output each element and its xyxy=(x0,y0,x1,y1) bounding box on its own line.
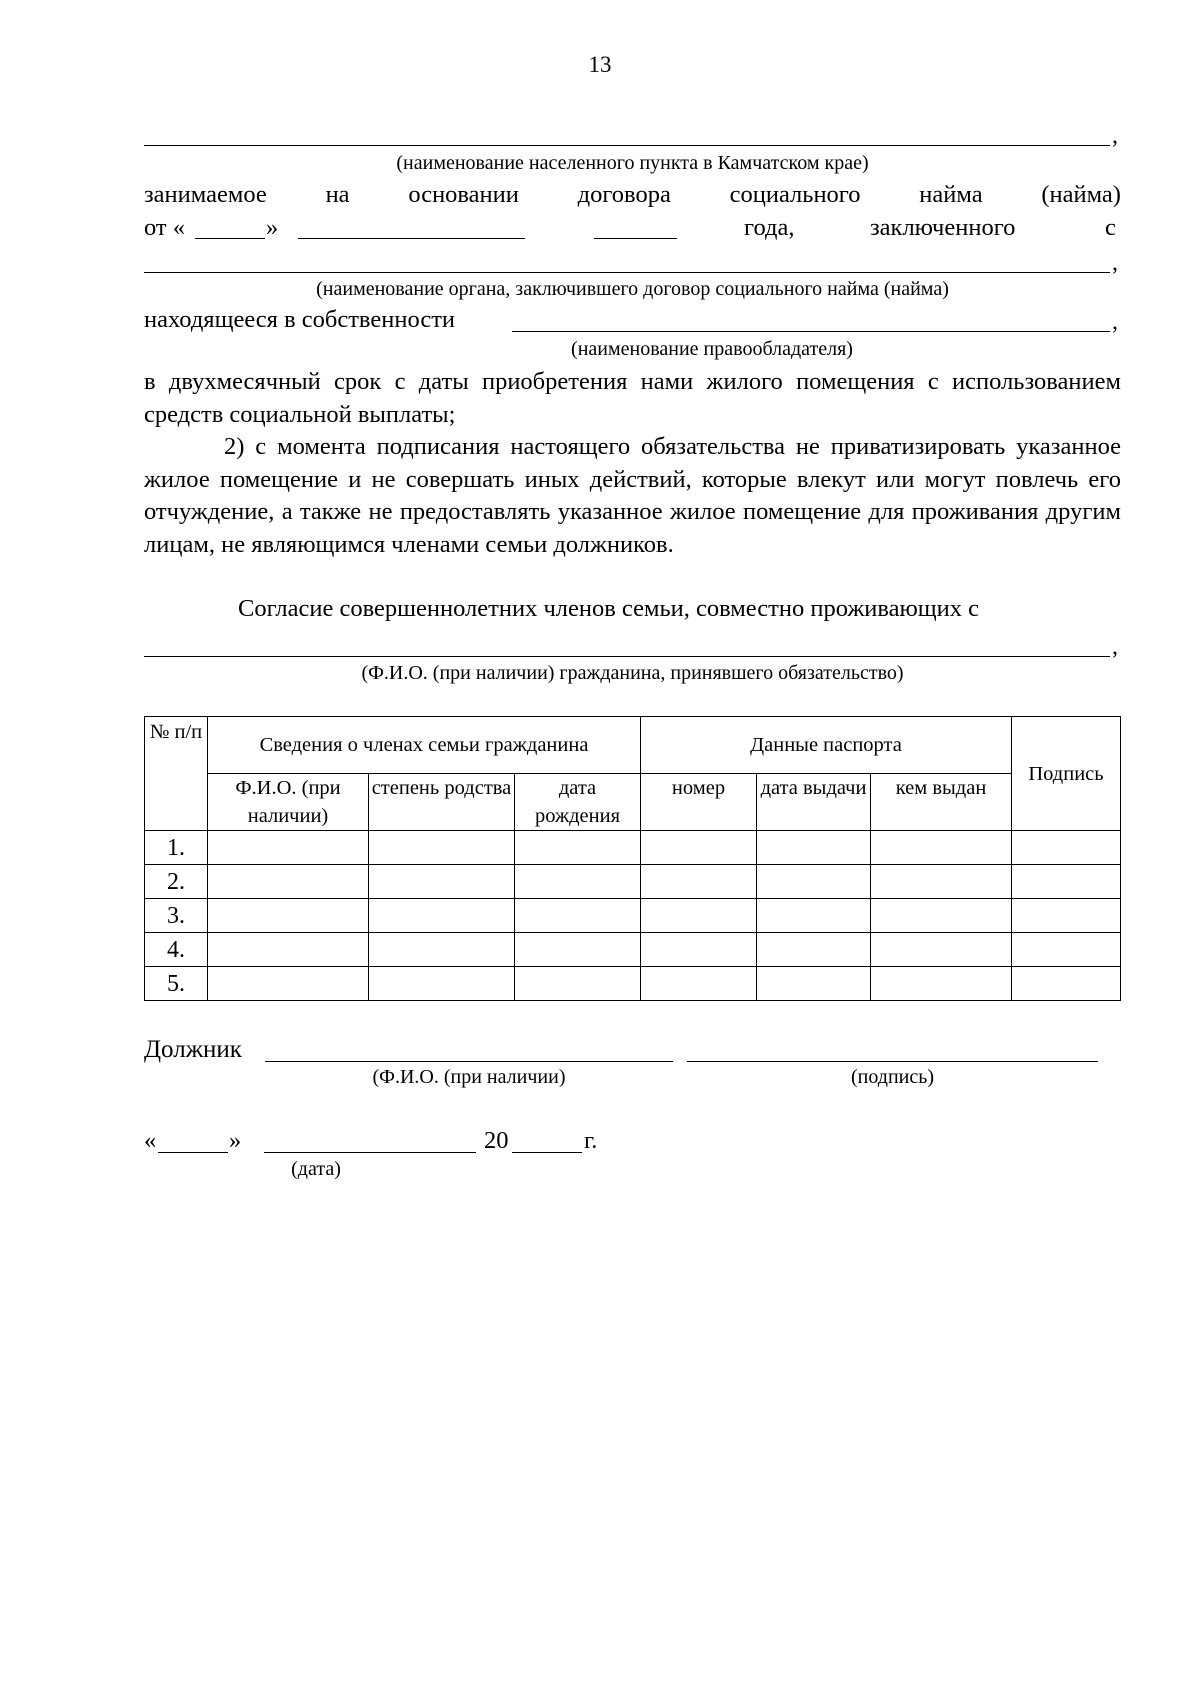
table-row xyxy=(145,933,1121,967)
issue-date-cell[interactable] xyxy=(757,933,871,967)
table-row xyxy=(145,899,1121,933)
signature-cell[interactable] xyxy=(1012,967,1121,1001)
relation-header: степень родства xyxy=(369,774,515,831)
signature-cell[interactable] xyxy=(1012,899,1121,933)
date-day-fill[interactable] xyxy=(158,1152,228,1153)
issued-by-cell[interactable] xyxy=(871,865,1012,899)
contract-day-fill[interactable] xyxy=(195,238,265,239)
relation-cell[interactable] xyxy=(369,967,515,1001)
family-members-table xyxy=(144,716,1121,1001)
issued-by-cell[interactable] xyxy=(871,933,1012,967)
contract-year-fill[interactable] xyxy=(594,238,677,239)
birth-date-cell[interactable] xyxy=(515,933,641,967)
row-number: 1. xyxy=(145,831,208,865)
date-year-suffix: г. xyxy=(584,1127,598,1154)
settlement-fill-line[interactable] xyxy=(144,145,1110,146)
occupied-basis-line xyxy=(144,183,1121,208)
signature-header: Подпись xyxy=(1012,717,1121,831)
contract-from-suffix: » xyxy=(266,214,279,241)
row-number: 4. xyxy=(145,933,208,967)
passport-number-cell[interactable] xyxy=(641,933,757,967)
occupied-word-1: занимаемое xyxy=(144,181,267,208)
obligation-paragraph-2: 2) с момента подписания настоящего обязательства не приватизировать указанное жилое помещение и не совершать иных действий, которые влекут или могут повлечь его отчуждение, а также не предоставлять указанное жилое помещение для проживания другим лицам, не являющимся членами семьи должников. xyxy=(144,433,1121,558)
date-year-prefix: 20 xyxy=(484,1127,509,1154)
passport-number-cell[interactable] xyxy=(641,831,757,865)
date-close-quote: » xyxy=(229,1127,242,1154)
row-number: 5. xyxy=(145,967,208,1001)
issue-date-cell[interactable] xyxy=(757,967,871,1001)
issued-by-cell[interactable] xyxy=(871,899,1012,933)
issued-by-cell[interactable] xyxy=(871,831,1012,865)
passport-number-cell[interactable] xyxy=(641,967,757,1001)
debtor-name-caption: (Ф.И.О. (при наличии) xyxy=(372,1066,566,1088)
settlement-caption: (наименование населенного пункта в Камчатском крае) xyxy=(396,152,869,174)
signature-cell[interactable] xyxy=(1012,933,1121,967)
issued-by-header: кем выдан xyxy=(871,774,1012,831)
debtor-signature-caption: (подпись) xyxy=(850,1066,935,1088)
concluded-word: заключенного xyxy=(870,214,1016,241)
organ-comma: , xyxy=(1112,250,1118,276)
fio-cell[interactable] xyxy=(208,933,369,967)
row-number: 2. xyxy=(145,865,208,899)
fio-cell[interactable] xyxy=(208,967,369,1001)
passport-number-cell[interactable] xyxy=(641,899,757,933)
fio-cell[interactable] xyxy=(208,865,369,899)
table-row xyxy=(145,831,1121,865)
organ-caption: (наименование органа, заключившего договор социального найма (найма) xyxy=(316,278,949,300)
citizen-fill-line[interactable] xyxy=(144,656,1110,657)
passport-number-header: номер xyxy=(641,774,757,831)
owner-caption: (наименование правообладателя) xyxy=(571,338,853,360)
fio-header: Ф.И.О. (при наличии) xyxy=(208,774,369,831)
relation-cell[interactable] xyxy=(369,899,515,933)
birth-date-cell[interactable] xyxy=(515,899,641,933)
birth-date-header: дата рождения xyxy=(515,774,641,831)
owner-comma: , xyxy=(1112,309,1118,335)
row-number: 3. xyxy=(145,899,208,933)
owner-fill-line[interactable] xyxy=(512,331,1110,332)
debtor-signature-fill[interactable] xyxy=(687,1061,1098,1062)
date-caption: (дата) xyxy=(291,1158,341,1180)
occupied-word-6: найма xyxy=(919,181,983,208)
with-word: с xyxy=(1105,214,1116,241)
occupied-word-2: на xyxy=(325,181,350,208)
issue-date-cell[interactable] xyxy=(757,831,871,865)
date-year-fill[interactable] xyxy=(512,1152,582,1153)
fio-cell[interactable] xyxy=(208,831,369,865)
occupied-word-4: договора xyxy=(577,181,671,208)
date-open-quote: « xyxy=(144,1127,157,1154)
occupied-word-5: социального xyxy=(729,181,861,208)
relation-cell[interactable] xyxy=(369,933,515,967)
birth-date-cell[interactable] xyxy=(515,967,641,1001)
contract-month-fill[interactable] xyxy=(298,238,525,239)
table-row xyxy=(145,865,1121,899)
debtor-label: Должник xyxy=(144,1036,242,1063)
citizen-comma: , xyxy=(1112,634,1118,660)
occupied-word-7: (найма) xyxy=(1041,181,1121,208)
relation-cell[interactable] xyxy=(369,865,515,899)
issue-date-header: дата выдачи xyxy=(757,774,871,831)
passport-group-header: Данные паспорта xyxy=(641,717,1012,774)
two-month-paragraph: в двухмесячный срок с даты приобретения нами жилого помещения с использованием средств социальной выплаты; xyxy=(144,368,1121,428)
settlement-comma: , xyxy=(1112,123,1118,149)
occupied-word-3: основании xyxy=(408,181,519,208)
debtor-name-fill[interactable] xyxy=(265,1061,673,1062)
relation-cell[interactable] xyxy=(369,831,515,865)
citizen-caption: (Ф.И.О. (при наличии) гражданина, принявшего обязательство) xyxy=(361,662,904,684)
birth-date-cell[interactable] xyxy=(515,865,641,899)
table-row xyxy=(145,967,1121,1001)
family-group-header: Сведения о членах семьи гражданина xyxy=(208,717,641,774)
ownership-label: находящееся в собственности xyxy=(144,306,456,333)
signature-cell[interactable] xyxy=(1012,865,1121,899)
organ-fill-line[interactable] xyxy=(144,272,1110,273)
date-month-fill[interactable] xyxy=(264,1152,476,1153)
contract-from-prefix: от « xyxy=(144,214,186,241)
birth-date-cell[interactable] xyxy=(515,831,641,865)
issue-date-cell[interactable] xyxy=(757,899,871,933)
number-header: № п/п xyxy=(145,717,208,831)
consent-statement: Согласие совершеннолетних членов семьи, совместно проживающих с xyxy=(238,595,980,622)
passport-number-cell[interactable] xyxy=(641,865,757,899)
page-number: 13 xyxy=(588,52,612,77)
issued-by-cell[interactable] xyxy=(871,967,1012,1001)
year-word: года, xyxy=(744,214,795,241)
issue-date-cell[interactable] xyxy=(757,865,871,899)
fio-cell[interactable] xyxy=(208,899,369,933)
signature-cell[interactable] xyxy=(1012,831,1121,865)
